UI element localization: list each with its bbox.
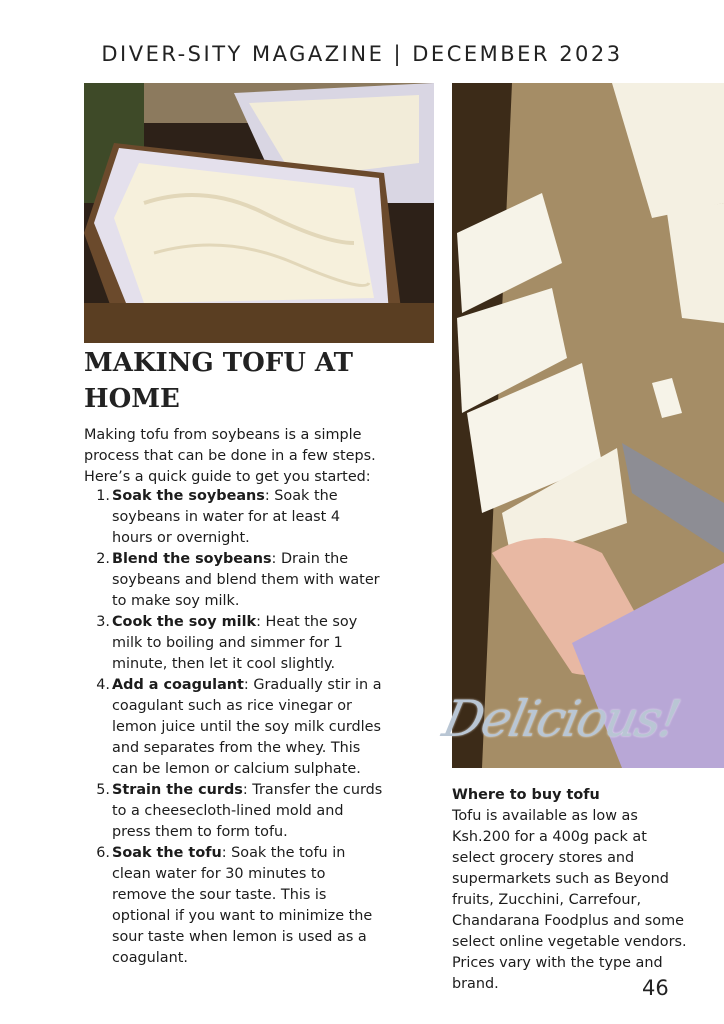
step-heading: Soak the tofu (112, 845, 222, 861)
step-text: : Soak the tofu in clean water for 30 minutes to remove the sour taste. This is optional if you want to minimize the sour taste when lemon is used as a coagulant. (112, 845, 373, 966)
list-item (84, 675, 384, 780)
delicious-overlay-text: Delicious! (437, 690, 684, 748)
page-number: 46 (642, 976, 669, 1000)
step-number: 2. (96, 551, 110, 567)
step-number: 1. (96, 488, 110, 504)
tofu-trays-photo (84, 83, 434, 343)
step-text: : Gradually stir in a coagulant such as rice vinegar or lemon juice until the soy milk curdles and separates from the whey. This can be lemon or calcium sulphate. (112, 677, 382, 777)
step-text: : Soak the soybeans in water for at least 4 hours or overnight. (112, 488, 341, 546)
list-item (84, 612, 384, 675)
step-heading: Add a coagulant (112, 677, 244, 693)
step-number: 3. (96, 614, 110, 630)
step-number: 5. (96, 782, 110, 798)
list-item (84, 780, 384, 843)
step-text: : Drain the soybeans and blend them with water to make soy milk. (112, 551, 380, 609)
sidebar-body: Tofu is available as low as Ksh.200 for a 400g pack at select grocery stores and supermarkets such as Beyond fruits, Zucchini, Carrefour, Chandarana Foodplus and some select online vegetable vendors. Prices vary with the type and brand. (452, 808, 687, 992)
steps-list (84, 486, 384, 969)
step-heading: Cook the soy milk (112, 614, 257, 630)
step-text: : Heat the soy milk to boiling and simmer for 1 minute, then let it cool slightly. (112, 614, 358, 672)
list-item (84, 843, 384, 969)
article-intro: Making tofu from soybeans is a simple process that can be done in a few steps. Here’s a quick guide to get you started: (84, 427, 376, 485)
tofu-cutting-photo (452, 83, 724, 768)
magazine-header: DIVER-SITY MAGAZINE | DECEMBER 2023 (101, 42, 623, 66)
sidebar-heading: Where to buy tofu (452, 787, 600, 803)
step-heading: Strain the curds (112, 782, 243, 798)
step-text: : Transfer the curds to a cheesecloth-lined mold and press them to form tofu. (112, 782, 383, 840)
list-item (84, 486, 384, 549)
step-heading: Blend the soybeans (112, 551, 272, 567)
article-title: MAKING TOFU AT HOME (84, 348, 354, 414)
step-number: 4. (96, 677, 110, 693)
list-item (84, 549, 384, 612)
step-number: 6. (96, 845, 110, 861)
step-heading: Soak the soybeans (112, 488, 265, 504)
where-to-buy-box (452, 785, 692, 995)
